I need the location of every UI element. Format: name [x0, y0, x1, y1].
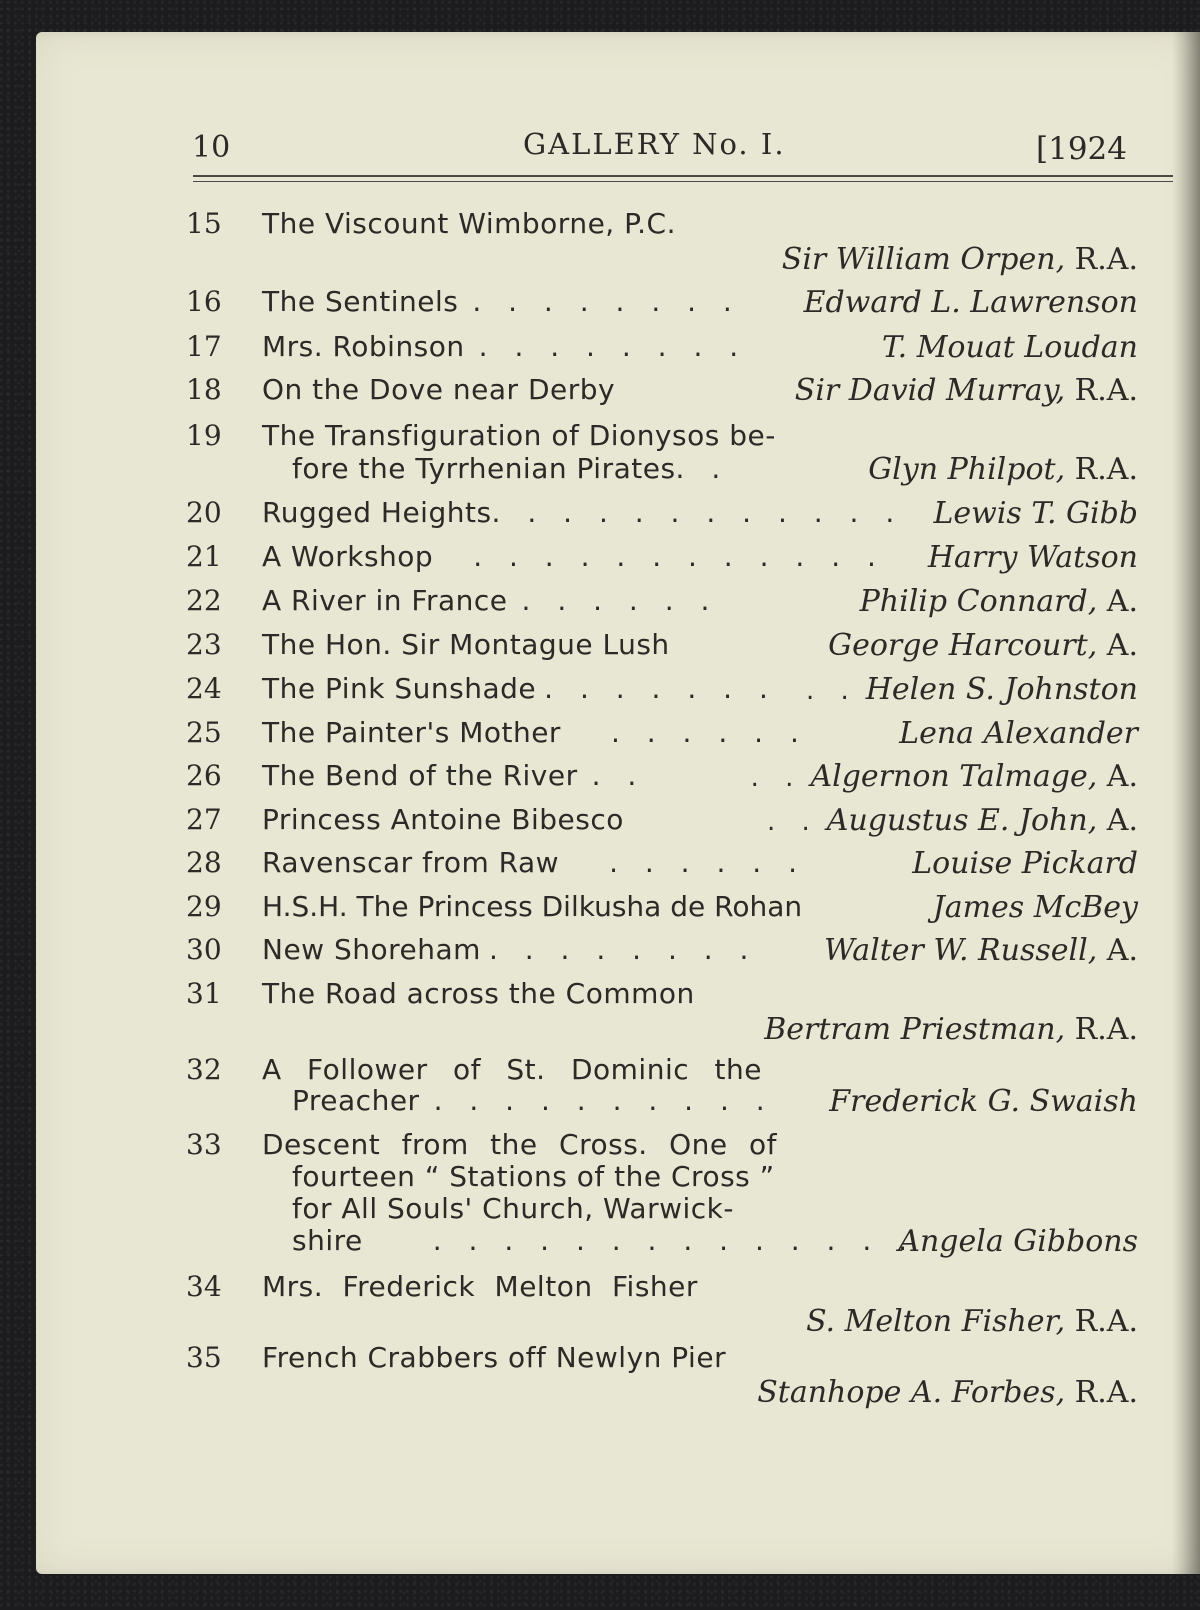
- entry-number: 29: [186, 890, 222, 923]
- entry-title: The Painter's Mother . . . . . .: [262, 716, 808, 749]
- page-header: [36, 110, 1200, 170]
- entry-number: 17: [186, 330, 222, 363]
- entry-artist: T. Mouat Loudan: [882, 330, 1138, 365]
- entry-number: 19: [186, 419, 222, 452]
- entry-title-line2: fore the Tyrrhenian Pirates. .: [292, 452, 730, 485]
- entry-artist: Harry Watson: [927, 540, 1138, 575]
- entry-row: [36, 330, 1200, 374]
- entry-row: [36, 716, 1200, 760]
- entry-number: 35: [186, 1341, 222, 1374]
- entry-title: Ravenscar from Raw . . . . . .: [262, 846, 806, 879]
- entry-number: 16: [186, 285, 222, 318]
- entry-number: 30: [186, 933, 222, 966]
- entry-number: 31: [186, 977, 222, 1010]
- entry-title: The Hon. Sir Montague Lush: [262, 628, 670, 661]
- entry-row: [36, 373, 1200, 417]
- entry-number: 15: [186, 207, 222, 240]
- entry-row: [36, 846, 1200, 890]
- entry-row: [36, 496, 1200, 540]
- entry-title-line4: shire . . . . . . . . . . . . . .: [292, 1224, 917, 1257]
- entry-artist-row: [36, 242, 1200, 286]
- entry-title: Princess Antoine Bibesco: [262, 803, 624, 836]
- entry-title: New Shoreham . . . . . . . .: [262, 933, 758, 966]
- entry-number: 20: [186, 496, 222, 529]
- entry-artist-row: [36, 1012, 1200, 1056]
- entry-title: Descent from the Cross. One of: [262, 1128, 777, 1161]
- entry-row: [36, 759, 1200, 803]
- entry-artist: . . Augustus E. John, A.: [766, 803, 1138, 838]
- entry-artist: . . Algernon Talmage, A.: [750, 759, 1138, 794]
- entry-artist: Sir David Murray, R.A.: [794, 373, 1138, 408]
- entry-title: Mrs. Robinson . . . . . . . .: [262, 330, 748, 363]
- entry-number: 34: [186, 1270, 222, 1303]
- entry-row: [36, 628, 1200, 672]
- entry-artist: Angela Gibbons: [898, 1224, 1138, 1259]
- entry-artist: Walter W. Russell, A.: [824, 933, 1138, 968]
- entry-artist: Lena Alexander: [899, 716, 1138, 751]
- entry-title: Mrs. Frederick Melton Fisher: [262, 1270, 698, 1303]
- entry-row: [36, 890, 1200, 934]
- entry-number: 33: [186, 1128, 222, 1161]
- entry-number: 32: [186, 1053, 222, 1086]
- entry-title: The Road across the Common: [262, 977, 695, 1010]
- entry-artist: Stanhope A. Forbes, R.A.: [757, 1375, 1138, 1410]
- entry-title: The Transfiguration of Dionysos be-: [262, 419, 776, 452]
- entry-row: [36, 933, 1200, 977]
- entry-artist: George Harcourt, A.: [828, 628, 1138, 663]
- entry-number: 21: [186, 540, 222, 573]
- page-number: 10: [192, 130, 231, 165]
- entry-artist: Sir William Orpen, R.A.: [781, 242, 1138, 277]
- entry-title: A Follower of St. Dominic the: [262, 1053, 762, 1086]
- entry-title: The Pink Sunshade . . . . . . .: [262, 672, 777, 705]
- entry-artist: Bertram Priestman, R.A.: [764, 1012, 1138, 1047]
- entry-row: [36, 584, 1200, 628]
- entry-title: The Sentinels . . . . . . . .: [262, 285, 741, 318]
- entry-number: 24: [186, 672, 222, 705]
- entry-title: The Viscount Wimborne, P.C.: [262, 207, 676, 240]
- entry-row: [36, 672, 1200, 716]
- entry-number: 23: [186, 628, 222, 661]
- entry-row-continued: [36, 452, 1200, 496]
- entry-artist: S. Melton Fisher, R.A.: [806, 1304, 1138, 1339]
- entry-row-continued: [36, 1224, 1200, 1268]
- entry-title-line2: fourteen “ Stations of the Cross ”: [292, 1160, 775, 1193]
- entry-number: 27: [186, 803, 222, 836]
- entry-artist: James McBey: [932, 890, 1138, 925]
- header-rule-thin: [193, 181, 1173, 182]
- entry-title: H.S.H. The Princess Dilkusha de Rohan: [262, 890, 803, 923]
- entry-number: 26: [186, 759, 222, 792]
- entry-title-line3: for All Souls' Church, Warwick-: [292, 1192, 734, 1225]
- entry-row: [36, 803, 1200, 847]
- entry-artist: Philip Connard, A.: [859, 584, 1138, 619]
- entry-artist: Frederick G. Swaish: [829, 1084, 1138, 1119]
- entry-number: 22: [186, 584, 222, 617]
- entry-artist: Edward L. Lawrenson: [803, 285, 1138, 320]
- catalogue-page: [36, 32, 1200, 1574]
- entry-row-continued: [36, 1084, 1200, 1128]
- page-title: GALLERY No. I.: [523, 127, 786, 161]
- entry-row: [36, 540, 1200, 584]
- entry-artist: Louise Pickard: [912, 846, 1138, 881]
- entry-artist: Lewis T. Gibb: [933, 496, 1138, 531]
- entry-title-line2: Preacher . . . . . . . . . .: [292, 1084, 774, 1117]
- entry-number: 18: [186, 373, 222, 406]
- entry-title: A Workshop . . . . . . . . . . . .: [262, 540, 885, 573]
- entry-row: [36, 285, 1200, 329]
- header-rule-thick: [193, 175, 1173, 177]
- entry-artist: . . Helen S. Johnston: [805, 672, 1138, 707]
- entry-title: A River in France . . . . . .: [262, 584, 719, 617]
- entry-artist-row: [36, 1375, 1200, 1419]
- entry-title: On the Dove near Derby: [262, 373, 616, 406]
- entry-artist: Glyn Philpot, R.A.: [868, 452, 1138, 487]
- entry-title: The Bend of the River . .: [262, 759, 646, 792]
- entry-title: Rugged Heights. . . . . . . . . . . .: [262, 496, 904, 529]
- entry-number: 28: [186, 846, 222, 879]
- year-label: [1924: [1036, 131, 1127, 167]
- entry-number: 25: [186, 716, 222, 749]
- entry-title: French Crabbers off Newlyn Pier: [262, 1341, 727, 1374]
